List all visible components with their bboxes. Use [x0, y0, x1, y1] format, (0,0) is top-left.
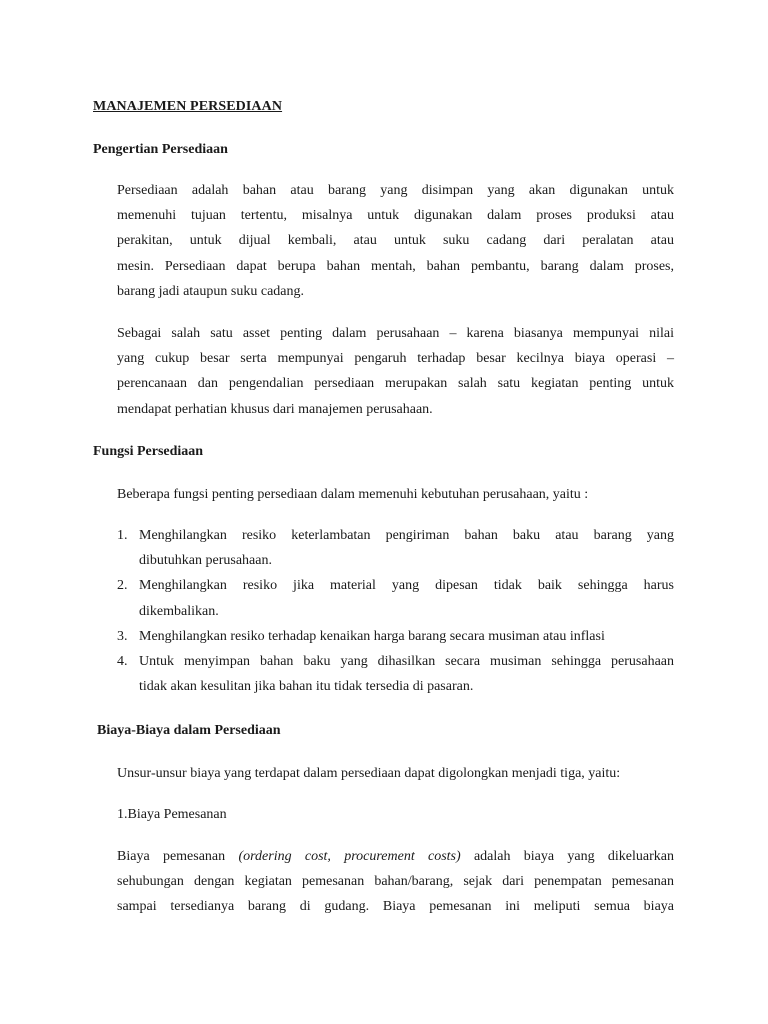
list-item-line: dikembalikan.: [139, 603, 219, 619]
paragraph-line: [117, 847, 674, 872]
list-number: 3.: [117, 628, 128, 644]
paragraph-biaya-pemesanan: [117, 847, 674, 923]
list-item: [117, 627, 674, 652]
section-heading-biaya: Biaya-Biaya dalam Persediaan: [97, 723, 281, 738]
paragraph-line: Persediaan adalah bahan atau barang yang disimpan yang akan digunakan untuk: [117, 183, 674, 198]
paragraph-text: Biaya pemesanan: [117, 849, 239, 864]
list-item-line: Untuk menyimpan bahan baku yang dihasilkan secara musiman sehingga perusahaan: [139, 653, 674, 669]
paragraph-line: yang cukup besar serta mempunyai pengaruh terhadap besar kecilnya biaya operasi –: [117, 351, 674, 367]
paragraph-line: sehubungan dengan kegiatan pemesanan bahan/barang, sejak dari penempatan pemesanan: [117, 874, 674, 890]
paragraph-fungsi-intro: Beberapa fungsi penting persediaan dalam memenuhi kebutuhan perusahaan, yaitu :: [117, 487, 589, 502]
paragraph-line: sampai tersedianya barang di gudang. Biaya pemesanan ini meliputi semua biaya: [117, 899, 674, 915]
document-title: MANAJEMEN PERSEDIAAN: [93, 99, 283, 114]
paragraph-line: Sebagai salah satu asset penting dalam perusahaan – karena biasanya mempunyai nilai: [117, 326, 674, 341]
section-heading-fungsi: Fungsi Persediaan: [93, 444, 204, 459]
paragraph-line: mendapat perhatian khusus dari manajemen perusahaan.: [117, 401, 433, 417]
italic-term: (ordering cost, procurement costs): [238, 849, 461, 864]
list-number: 1.: [117, 528, 128, 543]
subheading-biaya-pemesanan: 1.Biaya Pemesanan: [117, 807, 227, 822]
fungsi-list: [117, 526, 674, 702]
list-number: 4.: [117, 653, 128, 669]
list-item: [117, 526, 674, 576]
paragraph-line: perakitan, untuk dijual kembali, atau untuk suku cadang dari peralatan atau: [117, 233, 674, 249]
paragraph-line: perencanaan dan pengendalian persediaan merupakan salah satu kegiatan penting untuk: [117, 376, 674, 392]
list-item: [117, 576, 674, 626]
paragraph-pengertian-2: [117, 324, 674, 425]
list-item: [117, 652, 674, 702]
list-item-line: Menghilangkan resiko terhadap kenaikan harga barang secara musiman atau inflasi: [139, 628, 605, 644]
list-number: 2.: [117, 578, 128, 594]
list-item-line: Menghilangkan resiko keterlambatan pengiriman bahan baku atau barang yang: [139, 528, 674, 543]
section-heading-pengertian: Pengertian Persediaan: [93, 142, 228, 157]
paragraph-biaya-intro: Unsur-unsur biaya yang terdapat dalam persediaan dapat digolongkan menjadi tiga, yaitu:: [117, 766, 621, 781]
paragraph-text: adalah biaya yang dikeluarkan: [460, 849, 674, 864]
paragraph-line: memenuhi tujuan tertentu, misalnya untuk digunakan dalam proses produksi atau: [117, 208, 674, 224]
list-item-line: tidak akan kesulitan jika bahan itu tidak tersedia di pasaran.: [139, 679, 474, 695]
paragraph-line: mesin. Persediaan dapat berupa bahan mentah, bahan pembantu, barang dalam proses,: [117, 258, 674, 274]
list-item-line: dibutuhkan perusahaan.: [139, 553, 272, 569]
list-item-line: Menghilangkan resiko jika material yang dipesan tidak baik sehingga harus: [139, 578, 674, 594]
paragraph-pengertian-1: [117, 181, 674, 307]
paragraph-line: barang jadi ataupun suku cadang.: [117, 283, 304, 299]
